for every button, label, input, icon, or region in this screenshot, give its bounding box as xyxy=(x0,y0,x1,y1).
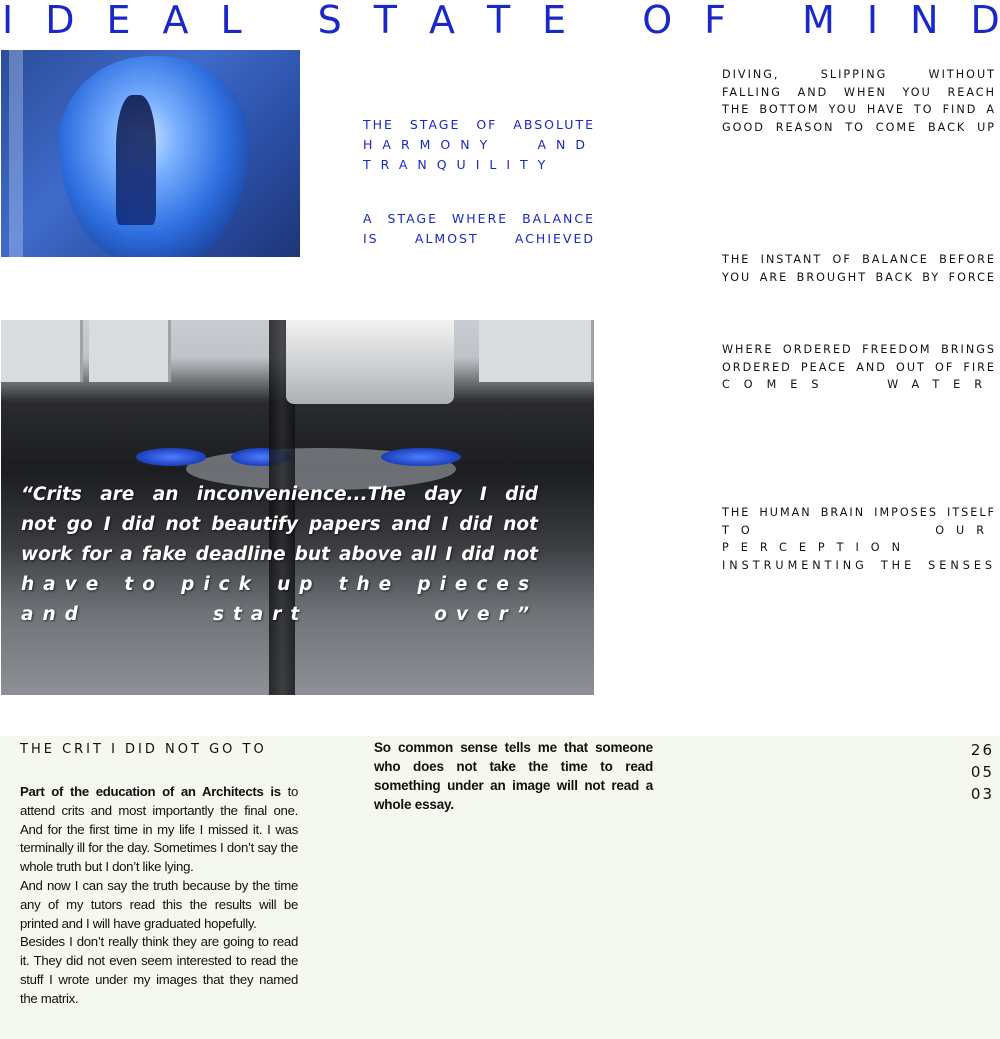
title-letter: M xyxy=(802,0,835,42)
title-letter: E xyxy=(542,0,567,42)
title-letter: L xyxy=(220,0,242,42)
photo-diver-figure xyxy=(116,95,156,225)
photo-cabinet-panel xyxy=(1,320,83,382)
text-line: A STAGE WHERE BALANCE xyxy=(363,211,595,226)
date-month: 05 xyxy=(970,763,994,781)
title-letter: T xyxy=(486,0,511,42)
photo-flame xyxy=(381,448,461,466)
text-line: FALLING AND WHEN YOU REACH xyxy=(722,85,996,99)
photo-cabinet-panel xyxy=(479,320,594,382)
text-line: HARMONY AND xyxy=(363,137,595,152)
date-day: 26 xyxy=(970,741,994,759)
photo-flame xyxy=(136,448,206,466)
essay-lead: Part of the education of an Architects is xyxy=(20,784,281,799)
title-letter: E xyxy=(106,0,131,42)
text-line: WHERE ORDERED FREEDOM BRINGS xyxy=(722,343,996,356)
essay-text: And now I can say the truth because by the time any of my tutors read this the results will be printed and I will have graduated hopefully. xyxy=(20,877,298,931)
essay-text: Besides I don’t really think they are going to read it. They did not even seem interested to read the stuff I wrote under my images that they named the matrix. xyxy=(20,934,298,1006)
right-text-block-4 xyxy=(722,504,996,574)
text-line: THE INSTANT OF BALANCE BEFORE xyxy=(722,253,996,266)
title-letter: N xyxy=(910,0,939,42)
blue-figure-photo xyxy=(1,50,300,257)
title-letter: S xyxy=(317,0,342,42)
middle-text-block-2 xyxy=(363,209,595,249)
text-line: THE HUMAN BRAIN IMPOSES ITSELF xyxy=(722,506,996,519)
page-title xyxy=(2,0,1000,40)
title-letter: D xyxy=(970,0,1000,42)
text-line: YOU ARE BROUGHT BACK BY FORCE xyxy=(722,270,996,284)
text-line: TRANQUILITY xyxy=(363,157,556,172)
text-line: IS ALMOST ACHIEVED xyxy=(363,231,595,246)
date-stamp xyxy=(940,739,994,805)
right-text-block-1 xyxy=(722,66,996,136)
title-letter: A xyxy=(428,0,455,42)
text-line: COMES WATER xyxy=(722,378,996,391)
photo-post xyxy=(9,50,23,257)
quote-line: and start over” xyxy=(21,604,538,625)
text-line: ORDERED PEACE AND OUT OF FIRE xyxy=(722,360,996,374)
title-letter: I xyxy=(866,0,879,42)
essay-text: to attend crits and most importantly the final one. And for the first time in my life I missed it. I was terminally ill for the day. Sometimes I don’t say the whole truth but I don’t like lying. xyxy=(20,784,298,875)
quote-line: work for a fake deadline but above all I did not xyxy=(21,544,538,565)
right-text-block-2 xyxy=(722,251,996,286)
photo-cabinet-panel xyxy=(89,320,171,382)
quote-line: not go I did not beautify papers and I did not xyxy=(21,514,538,535)
essay-column-2: So common sense tells me that someone who does not take the time to read something under an image will not read a whole essay. xyxy=(374,740,653,812)
middle-text-block-1 xyxy=(363,115,595,175)
title-letter: D xyxy=(45,0,75,42)
title-space xyxy=(598,0,610,40)
quote-line: have to pick up the pieces xyxy=(21,574,538,595)
title-letter: O xyxy=(642,0,673,42)
text-line: INSTRUMENTING THE SENSES xyxy=(722,558,996,572)
stove-photo xyxy=(1,320,594,695)
title-letter: T xyxy=(373,0,397,42)
title-space xyxy=(274,0,286,40)
section-heading: THE CRIT I DID NOT GO TO xyxy=(20,742,267,757)
text-line: TO OUR PERCEPTION xyxy=(722,523,996,554)
quote-line: “Crits are an inconvenience...The day I did xyxy=(21,484,538,505)
right-text-block-3 xyxy=(722,341,996,394)
text-line: THE BOTTOM YOU HAVE TO FIND A xyxy=(722,103,996,116)
title-letter: I xyxy=(2,0,14,42)
text-line: GOOD REASON TO COME BACK UP xyxy=(722,120,996,134)
text-line: THE STAGE OF ABSOLUTE xyxy=(363,117,595,132)
title-space xyxy=(758,0,770,40)
crit-quote xyxy=(21,480,538,630)
date-year: 03 xyxy=(970,785,994,803)
title-letter: F xyxy=(704,0,727,42)
essay-column-1 xyxy=(20,783,298,1009)
photo-knife-blade xyxy=(286,320,454,404)
text-line: DIVING, SLIPPING WITHOUT xyxy=(722,68,996,81)
title-letter: A xyxy=(162,0,189,42)
